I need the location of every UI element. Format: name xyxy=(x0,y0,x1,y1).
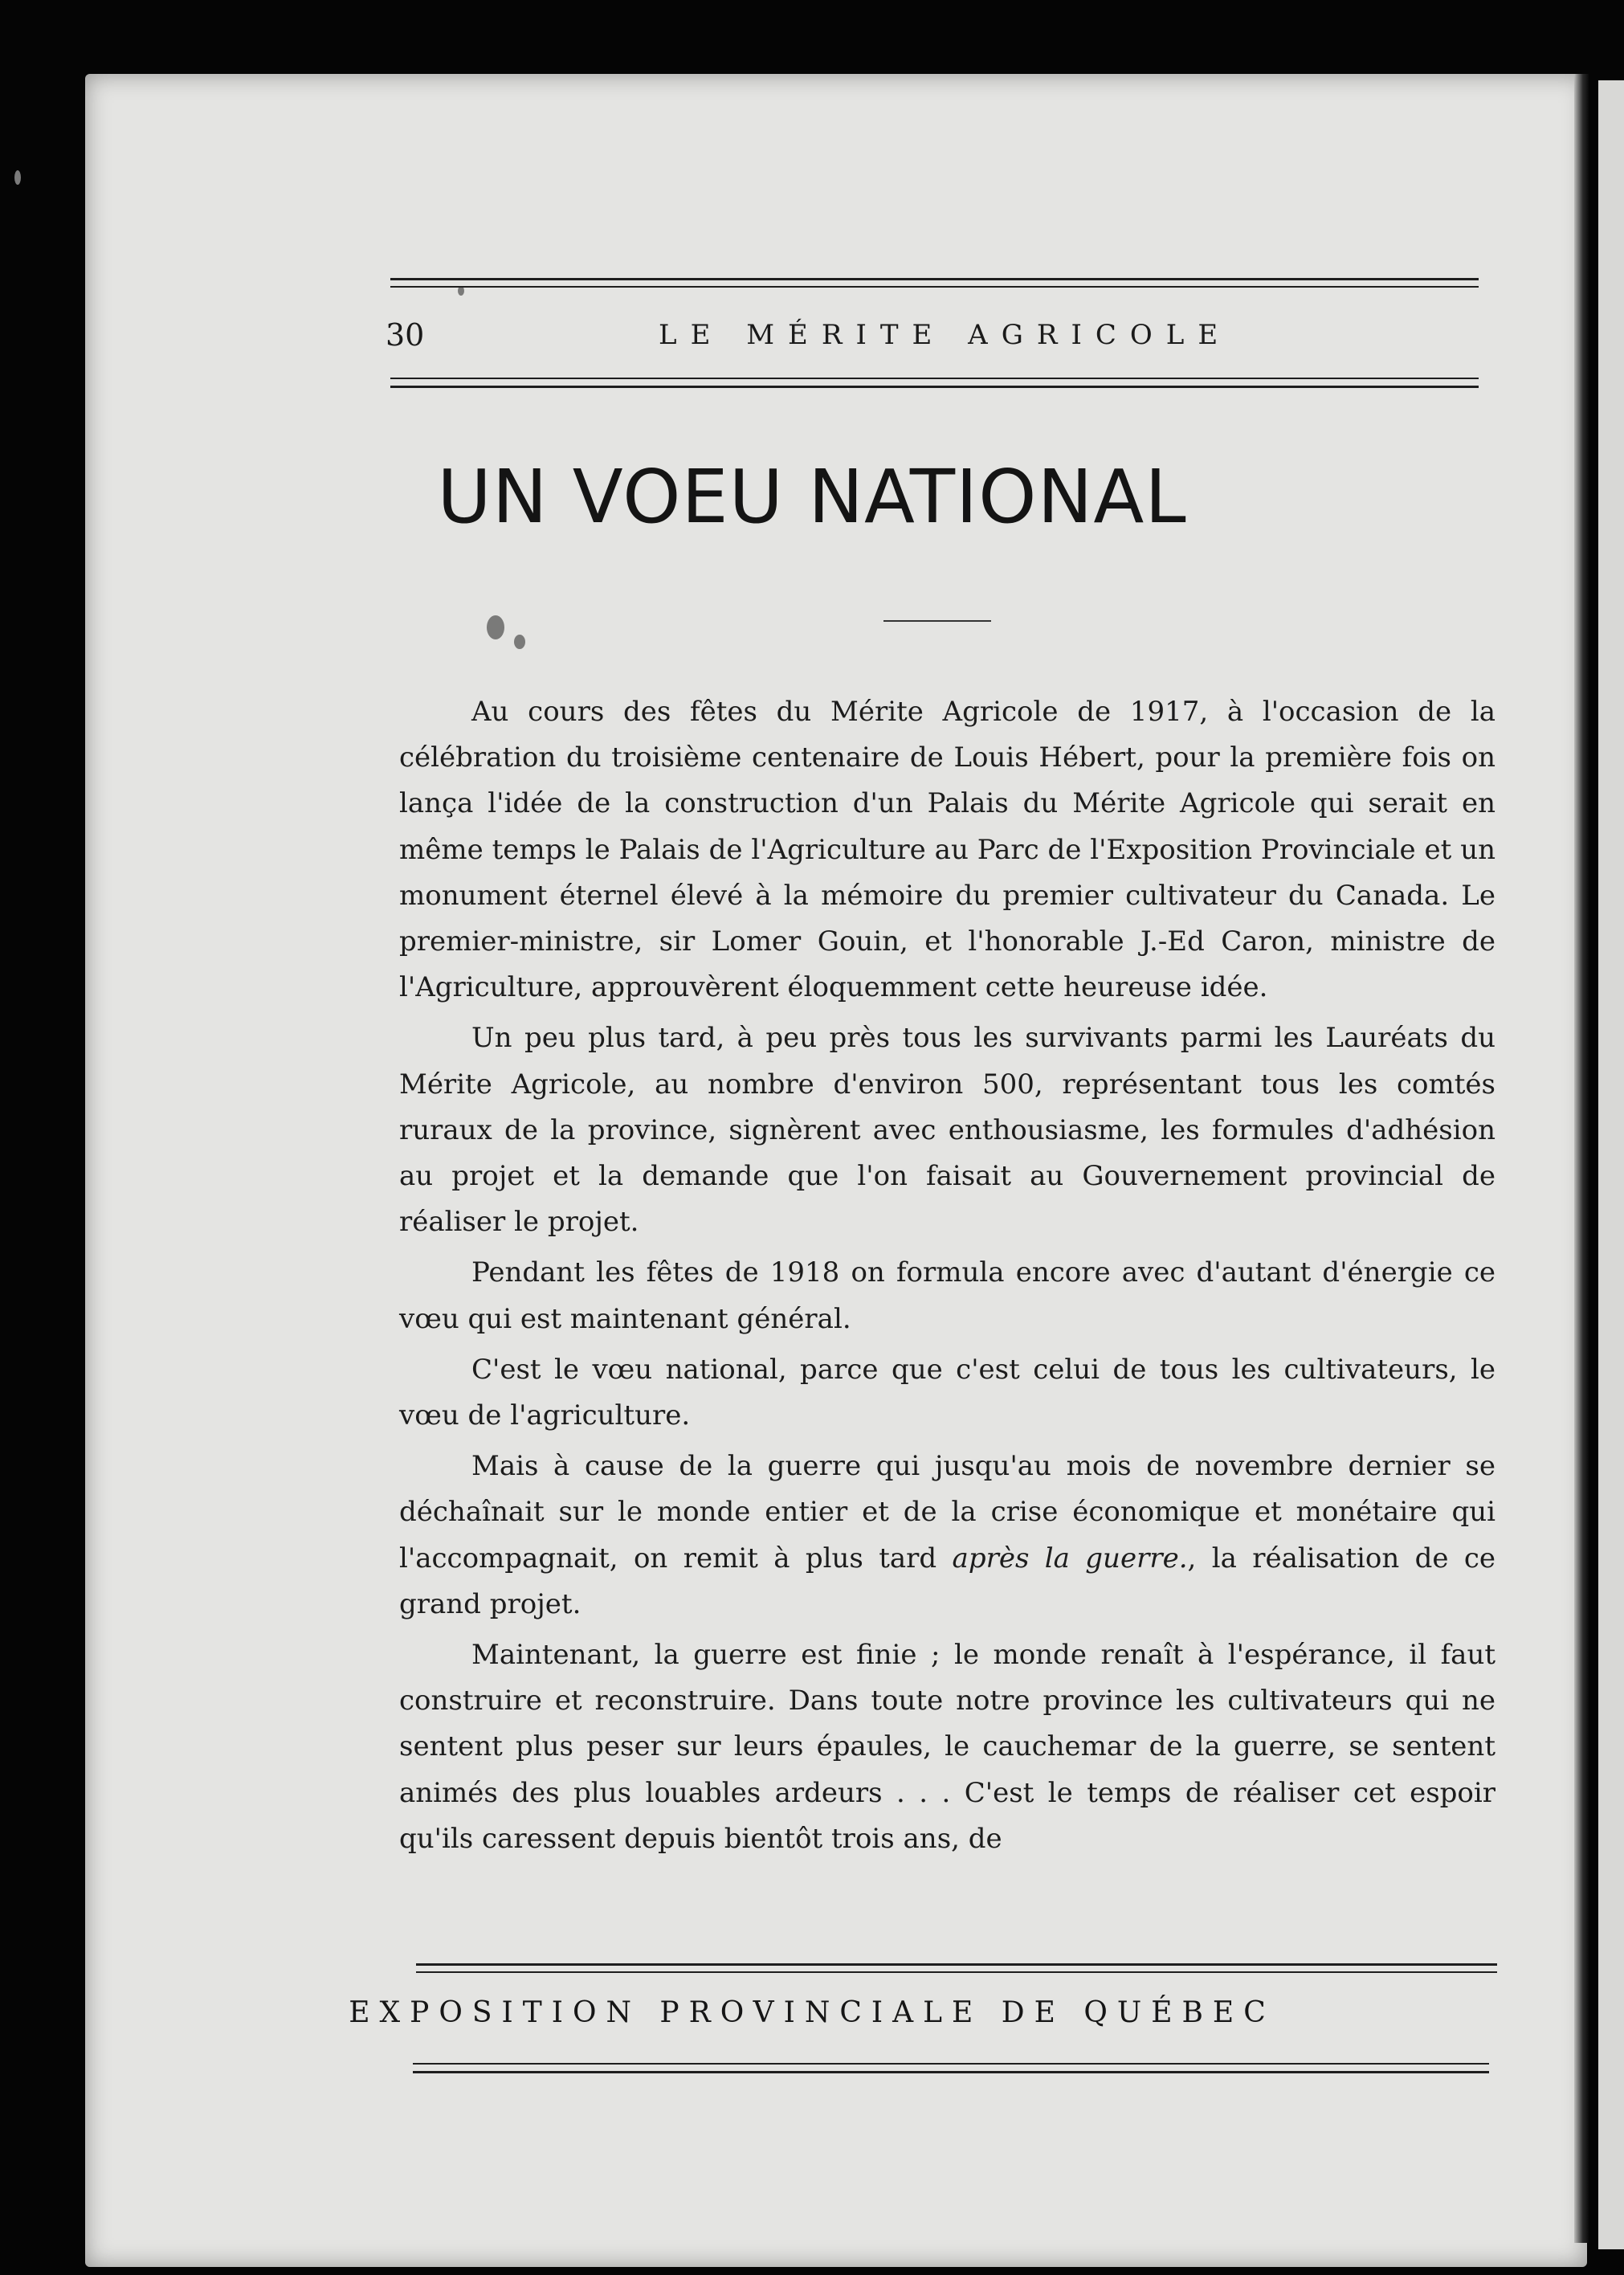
page-number: 30 xyxy=(386,317,425,353)
paragraph-5-text-start: Mais à cause de la guerre qui jusqu'au mois de novembre dernier se déchaînait sur le monde entier et de la crise économique et monétaire qui l'accompagnait, on remit à plus tard xyxy=(399,1450,1495,1575)
footer-rule-bottom xyxy=(413,2071,1489,2073)
footer-rule-bottom-inner xyxy=(413,2063,1489,2065)
journal-title: LE MÉRITE AGRICOLE xyxy=(659,319,1232,351)
facing-page-edge xyxy=(1598,80,1624,2249)
article-title: UN VOEU NATIONAL xyxy=(437,454,1187,540)
scan-speck xyxy=(514,635,525,649)
scan-speck xyxy=(458,286,464,296)
page-footer: EXPOSITION PROVINCIALE DE QUÉBEC xyxy=(349,1996,1275,2029)
paragraph-2: Un peu plus tard, à peu près tous les survivants parmi les Lauréats du Mérite Agricole, au nombre d'environ 500, représentant tous les comtés ruraux de la province, signèrent avec enthousiasme, les formules d'adhésion au projet et la demande que l'on faisait au Gouvernement provincial de réaliser le projet. xyxy=(399,1022,1495,1239)
article-body xyxy=(399,689,1495,1867)
page-gutter-shadow xyxy=(1574,74,1589,2243)
scan-speck xyxy=(487,615,504,639)
scan-speck xyxy=(14,170,21,185)
paragraph-4: C'est le vœu national, parce que c'est celui de tous les cultivateurs, le vœu de l'agriculture. xyxy=(399,1353,1495,1432)
paragraph-1: Au cours des fêtes du Mérite Agricole de 1917, à l'occasion de la célébration du troisième centenaire de Louis Hébert, pour la première fois on lança l'idée de la construction d'un Palais du Mérite Agricole qui serait en même temps le Palais de l'Agriculture au Parc de l'Exposition Provinciale et un monument éternel élevé à la mémoire du premier cultivateur du Canada. Le premier-ministre, sir Lomer Gouin, et l'honorable J.-Ed Caron, ministre de l'Agriculture, approuvèrent éloquemment cette heureuse idée. xyxy=(399,696,1495,1004)
paragraph-6: Maintenant, la guerre est finie ; le monde renaît à l'espérance, il faut construire et reconstruire. Dans toute notre province les cultivateurs qui ne sentent plus peser sur leurs épaules, le cauchemar de la guerre, se sentent animés des plus louables ardeurs . . . C'est le temps de réaliser cet espoir qu'ils caressent depuis bientôt trois ans, de xyxy=(399,1639,1495,1855)
title-separator xyxy=(883,620,991,622)
paragraph-5-italic-phrase: après la guerre. xyxy=(952,1542,1188,1575)
header-rule-bottom xyxy=(390,386,1479,388)
footer-rule-top-inner xyxy=(416,1971,1497,1973)
header-rule-bottom-inner xyxy=(390,378,1479,379)
paragraph-3: Pendant les fêtes de 1918 on formula encore avec d'autant d'énergie ce vœu qui est maintenant général. xyxy=(399,1256,1495,1335)
footer-rule-top xyxy=(416,1963,1497,1966)
running-head xyxy=(0,317,1624,357)
header-rule-top-inner xyxy=(390,286,1479,288)
header-rule-top xyxy=(390,278,1479,280)
paragraph-5 xyxy=(399,1444,1495,1628)
paragraph-5-text-end: , la réalisation de ce grand projet. xyxy=(399,1542,1496,1620)
